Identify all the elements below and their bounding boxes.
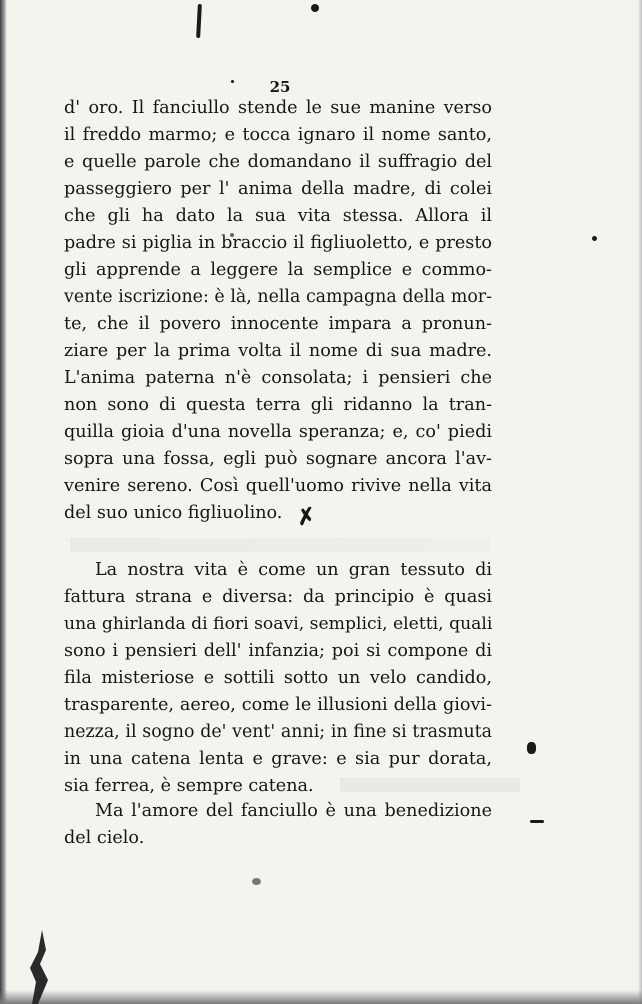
ink-speck: [527, 742, 536, 754]
text-line: in una catena lenta e grave: e sia pur dorata,: [64, 749, 492, 769]
text-line: il freddo marmo; e tocca ignaro il nome santo,: [64, 125, 492, 145]
page-number: 25: [269, 78, 291, 96]
text-line: ziare per la prima volta il nome di sua madre.: [64, 341, 492, 361]
text-line: te, che il povero innocente impara a pronun-: [64, 314, 492, 334]
page-right-edge: [638, 0, 642, 1004]
text-line: una ghirlanda di fiori soavi, semplici, eletti, quali: [64, 614, 493, 634]
text-line: quilla gioia d'una novella speranza; e, co' piedi: [64, 422, 492, 442]
text-line: gli apprende a leggere la semplice e commo-: [64, 260, 492, 280]
ink-speck: [311, 4, 319, 12]
text-line: fila misteriose e sottili sotto un velo candido,: [64, 668, 492, 688]
text-line: passeggiero per l' anima della madre, di colei: [64, 179, 492, 199]
text-line: sono i pensieri dell' infanzia; poi si compone di: [64, 641, 492, 661]
text-line: del suo unico figliuolino.: [64, 503, 283, 523]
ink-stroke-mark: [196, 4, 202, 38]
text-line: L'anima paterna n'è consolata; i pensieri che: [64, 368, 492, 388]
text-line: Ma l'amore del fanciullo è una benedizione: [95, 801, 492, 821]
text-line: vente iscrizione: è là, nella campagna della mor-: [64, 287, 492, 307]
text-line: nezza, il sogno de' vent' anni; in fine si trasmuta: [64, 722, 492, 742]
page-bottom-edge: [0, 990, 642, 1004]
ink-speck: [231, 80, 234, 83]
text-line: del cielo.: [64, 828, 145, 848]
text-line: sopra una fossa, egli può sognare ancora l'av-: [64, 449, 492, 469]
text-line: sia ferrea, è sempre catena.: [64, 776, 314, 796]
bleed-through-text: [70, 538, 490, 552]
page-tear-mark: [30, 930, 52, 1004]
page-left-edge: [0, 0, 7, 1004]
text-line: padre si piglia in braccio il figliuoletto, e presto: [64, 233, 492, 253]
text-line: La nostra vita è come un gran tessuto di: [95, 560, 492, 580]
ink-speck: [530, 820, 544, 823]
text-line: trasparente, aereo, come le illusioni della giovi-: [64, 695, 492, 715]
text-line: e quelle parole che domandano il suffragio del: [64, 152, 492, 172]
text-line: fattura strana e diversa: da principio è quasi: [64, 587, 492, 607]
ink-speck: [252, 878, 261, 885]
text-line: non sono di questa terra gli ridanno la tran-: [64, 395, 492, 415]
text-line: venire sereno. Così quell'uomo rivive nella vita: [64, 476, 492, 496]
text-line: d' oro. Il fanciullo stende le sue manine verso: [64, 98, 492, 118]
ink-speck: [592, 236, 597, 241]
text-line: che gli ha dato la sua vita stessa. Allora il: [64, 206, 492, 226]
handwritten-x-mark: ✗: [294, 502, 318, 532]
